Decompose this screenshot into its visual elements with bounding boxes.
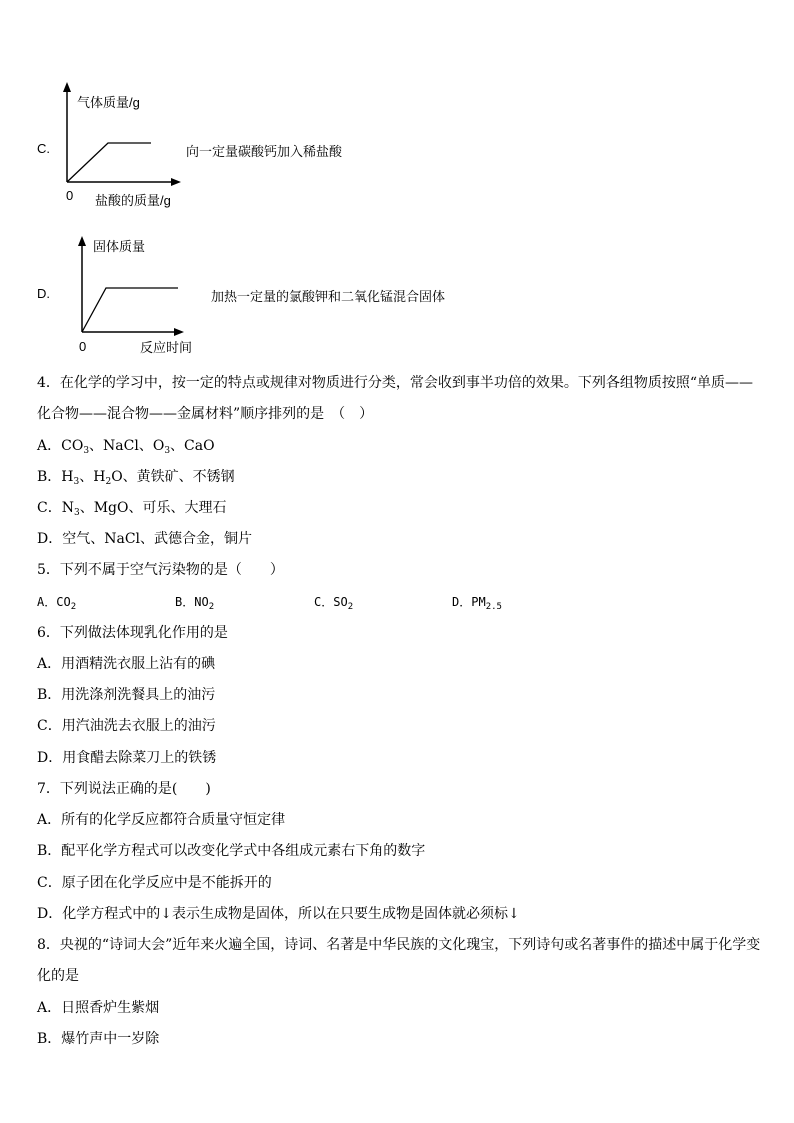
option-text: B．NO (175, 595, 209, 609)
question-5-stem: 5．下列不属于空气污染物的是（ ） (37, 562, 284, 578)
question-5-option-c (314, 593, 353, 610)
question-5-option-a (37, 593, 76, 610)
subscript: 3 (164, 446, 171, 456)
subscript: 2 (347, 602, 354, 612)
question-7-option-c: C．原子团在化学反应中是不能拆开的 (37, 875, 272, 891)
subscript: 3 (73, 508, 80, 518)
option-text: 、MgO、可乐、大理石 (79, 500, 227, 516)
option-text: 、NaCl、O (89, 438, 165, 454)
question-6-option-a: A．用酒精洗衣服上沾有的碘 (37, 656, 216, 672)
option-text: C．SO (314, 595, 348, 609)
question-8-stem-line1: 8．央视的“诗词大会”近年来火遍全国，诗词、名著是中华民族的文化瑰宝，下列诗句或名著事件的描述中属于化学变 (37, 937, 761, 953)
question-5-option-b (175, 593, 214, 610)
graph-c-origin: 0 (66, 188, 74, 203)
question-4-stem-line2: 化合物——混合物——金属材料”顺序排列的是 （ ） (37, 406, 374, 422)
question-8-stem-line2: 化的是 (37, 968, 79, 984)
graph-c-curve (67, 143, 151, 182)
option-text: C．N (37, 500, 74, 516)
question-4-option-a (37, 436, 215, 456)
option-text: B．H (37, 469, 74, 485)
question-6-stem: 6．下列做法体现乳化作用的是 (37, 625, 228, 641)
graph-d-y-label: 固体质量 (93, 239, 146, 254)
question-6-option-d: D．用食醋去除菜刀上的铁锈 (37, 750, 217, 766)
question-4-option-b (37, 467, 235, 487)
y-axis-arrow (63, 82, 71, 92)
option-text: 、CaO (170, 438, 215, 454)
question-6-option-c: C．用汽油洗去衣服上的油污 (37, 718, 216, 734)
question-7-stem: 7．下列说法正确的是( ) (37, 781, 211, 797)
graph-d-curve (82, 288, 178, 332)
option-text: 、H (79, 469, 106, 485)
subscript: 2.5 (485, 602, 502, 612)
option-text: A．CO (37, 595, 71, 609)
question-5-option-d (452, 593, 502, 610)
subscript: 2 (208, 602, 215, 612)
subscript: 2 (70, 602, 77, 612)
graph-c-description: 向一定量碳酸钙加入稀盐酸 (186, 144, 343, 159)
question-7-option-d: D．化学方程式中的↓表示生成物是固体，所以在只要生成物是固体就必须标↓ (37, 906, 520, 922)
subscript: 3 (73, 477, 80, 487)
question-4-stem-line1: 4．在化学的学习中，按一定的特点或规律对物质进行分类，常会收到事半功倍的效果。下列各组物质按照“单质—— (37, 375, 754, 391)
question-6-option-b: B．用洗涤剂洗餐具上的油污 (37, 687, 216, 703)
option-text: D．PM (452, 595, 486, 609)
subscript: 3 (83, 446, 90, 456)
graph-d-origin: 0 (79, 339, 87, 354)
x-axis-arrow (174, 328, 184, 336)
question-4-option-d: D．空气、NaCl、武德合金，铜片 (37, 531, 253, 547)
option-text: A．CO (37, 438, 84, 454)
subscript: 2 (105, 477, 112, 487)
x-axis-arrow (171, 178, 181, 186)
graph-d-description: 加热一定量的氯酸钾和二氧化锰混合固体 (211, 289, 446, 304)
question-7-option-a: A．所有的化学反应都符合质量守恒定律 (37, 812, 286, 828)
y-axis-arrow (78, 236, 86, 246)
question-8-option-a: A．日照香炉生紫烟 (37, 1000, 160, 1016)
option-letter-d: D. (37, 286, 50, 301)
option-letter-c: C. (37, 141, 50, 156)
question-7-option-b: B．配平化学方程式可以改变化学式中各组成元素右下角的数字 (37, 843, 426, 859)
graph-d-x-label: 反应时间 (140, 340, 193, 355)
question-4-option-c (37, 498, 226, 518)
question-8-option-b: B．爆竹声中一岁除 (37, 1031, 160, 1047)
graph-c-x-label: 盐酸的质量/g (95, 193, 171, 208)
option-text: O、黄铁矿、不锈钢 (111, 469, 235, 485)
graph-c-y-label: 气体质量/g (77, 95, 140, 110)
